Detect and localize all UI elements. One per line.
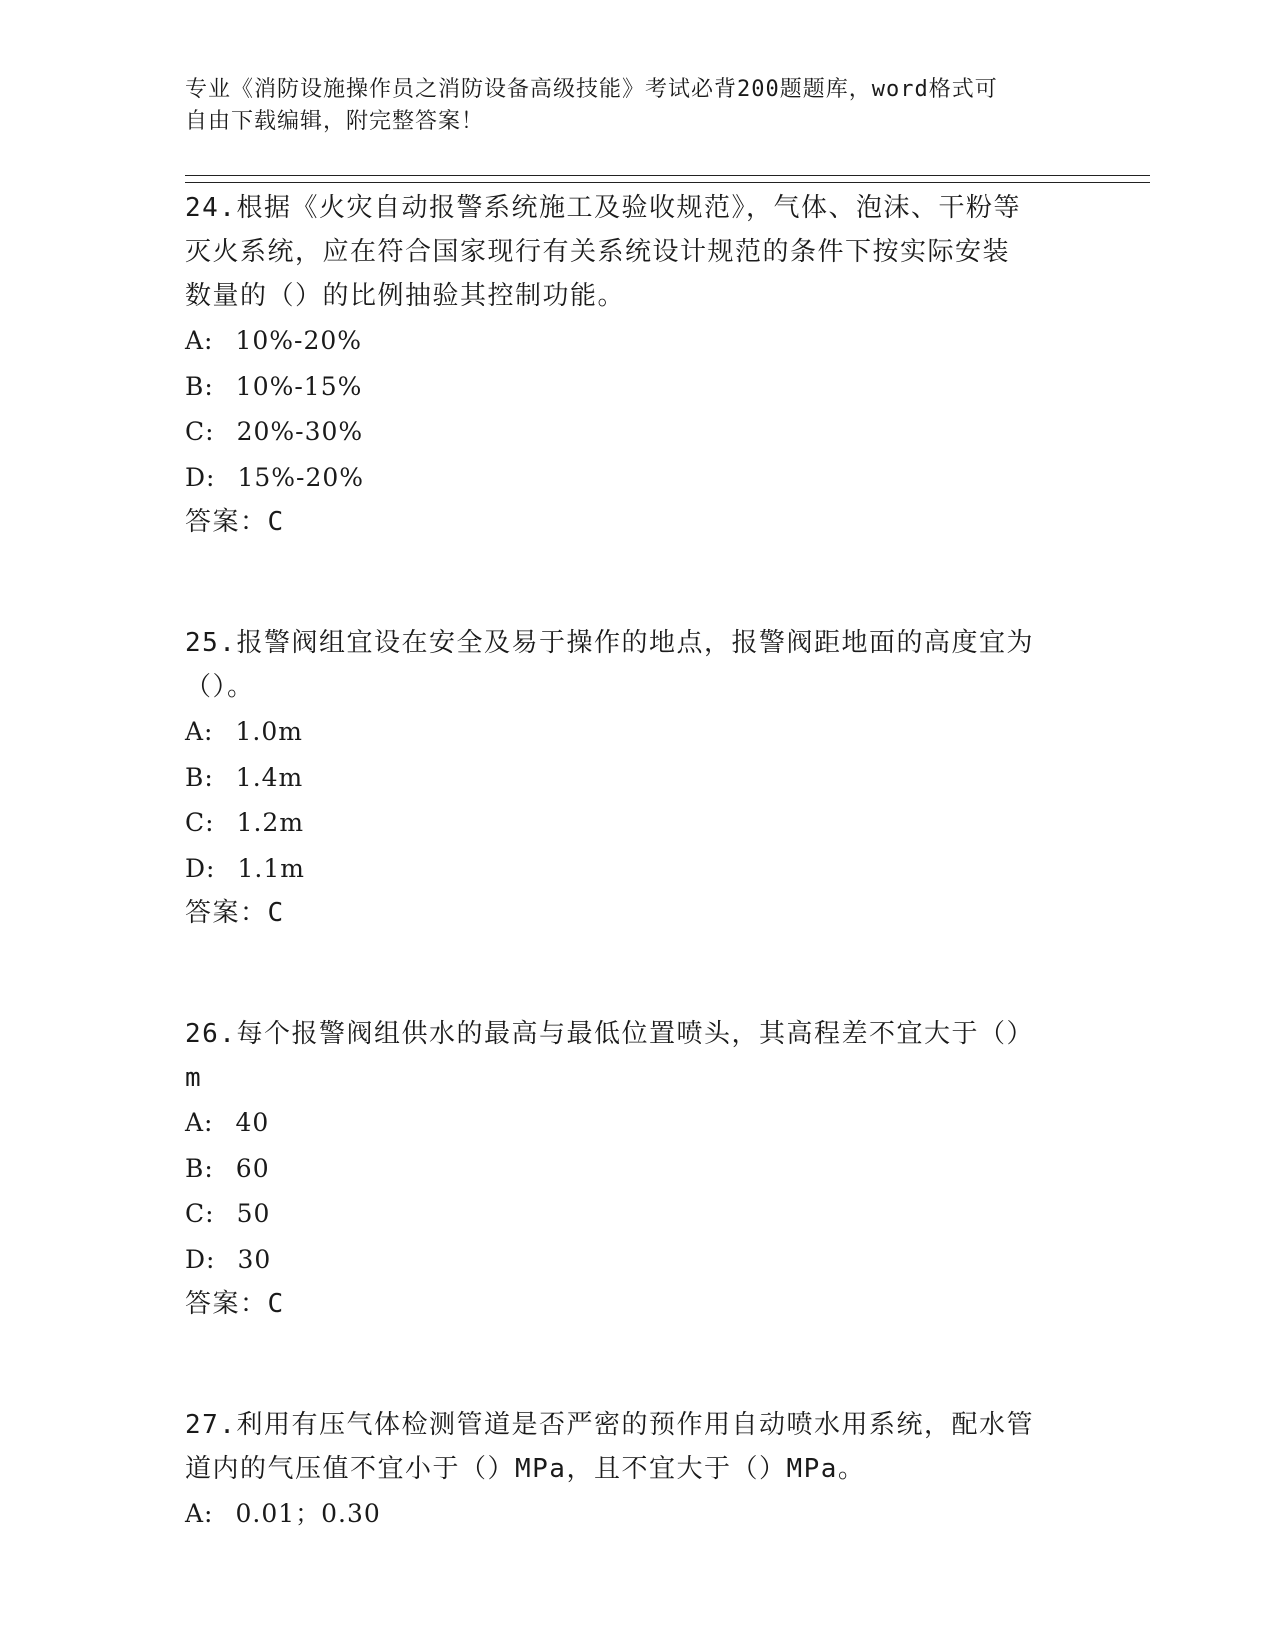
option-a <box>185 318 1085 364</box>
answer-line: 答案：C <box>185 507 285 537</box>
option-letter: A: <box>185 1499 214 1528</box>
question-text-line: 27.利用有压气体检测管道是否严密的预作用自动喷水用系统，配水管 <box>185 1410 1034 1440</box>
option-letter: C: <box>185 417 215 446</box>
answer-line: 答案：C <box>185 1289 285 1319</box>
question-text-line: 25.报警阀组宜设在安全及易于操作的地点，报警阀距地面的高度宜为 <box>185 628 1034 658</box>
option-text: 1.1m <box>237 853 305 883</box>
question-text-line: 26.每个报警阀组供水的最高与最低位置喷头，其高程差不宜大于（） <box>185 1019 1034 1049</box>
option-letter: D: <box>185 462 216 492</box>
question-27 <box>185 1403 1085 1537</box>
option-text: 15%-20% <box>237 462 365 492</box>
question-text-line: 灭火系统，应在符合国家现行有关系统设计规范的条件下按实际安装 <box>185 237 1011 267</box>
option-text: 50 <box>236 1199 271 1228</box>
question-list <box>185 186 1085 1537</box>
option-d <box>185 455 1085 501</box>
option-text: 1.4m <box>235 762 304 792</box>
question-text-line: （）。 <box>185 672 255 702</box>
question-text-line: m <box>185 1063 203 1093</box>
header-divider-bottom <box>185 182 1150 183</box>
option-letter: C: <box>185 808 215 837</box>
option-text: 40 <box>235 1108 270 1137</box>
option-b <box>185 1146 1085 1192</box>
question-26 <box>185 1012 1085 1326</box>
question-text-line: 道内的气压值不宜小于（）MPa，且不宜大于（）MPa。 <box>185 1454 866 1484</box>
option-d <box>185 1237 1085 1283</box>
question-25 <box>185 621 1085 935</box>
option-a <box>185 709 1085 755</box>
header-line-1: 专业《消防设施操作员之消防设备高级技能》考试必背200题题库，word格式可 <box>185 77 998 102</box>
answer-line: 答案：C <box>185 898 285 928</box>
option-letter: B: <box>185 762 214 792</box>
question-24 <box>185 186 1085 544</box>
option-letter: C: <box>185 1199 215 1228</box>
option-text: 20%-30% <box>236 417 364 446</box>
option-c <box>185 1191 1085 1237</box>
option-text: 30 <box>237 1244 272 1274</box>
option-letter: A: <box>185 717 214 746</box>
option-text: 0.01；0.30 <box>235 1499 381 1528</box>
option-letter: D: <box>185 853 216 883</box>
document-header <box>185 74 1065 138</box>
option-letter: A: <box>185 1108 214 1137</box>
option-letter: A: <box>185 326 214 355</box>
header-divider-top <box>185 175 1150 176</box>
option-text: 10%-15% <box>235 371 363 401</box>
question-text-line: 24.根据《火灾自动报警系统施工及验收规范》，气体、泡沫、干粉等 <box>185 193 1021 223</box>
option-c <box>185 800 1085 846</box>
option-a <box>185 1100 1085 1146</box>
option-text: 1.0m <box>235 717 303 746</box>
option-letter: D: <box>185 1244 216 1274</box>
option-letter: B: <box>185 1153 214 1183</box>
option-b <box>185 755 1085 801</box>
option-text: 60 <box>235 1153 270 1183</box>
option-d <box>185 846 1085 892</box>
question-text-line: 数量的（）的比例抽验其控制功能。 <box>185 281 626 311</box>
option-text: 10%-20% <box>235 326 363 355</box>
header-line-2: 自由下载编辑，附完整答案！ <box>185 109 485 134</box>
option-text: 1.2m <box>236 808 305 837</box>
option-c <box>185 409 1085 455</box>
option-b <box>185 364 1085 410</box>
option-a <box>185 1491 1085 1537</box>
option-letter: B: <box>185 371 214 401</box>
